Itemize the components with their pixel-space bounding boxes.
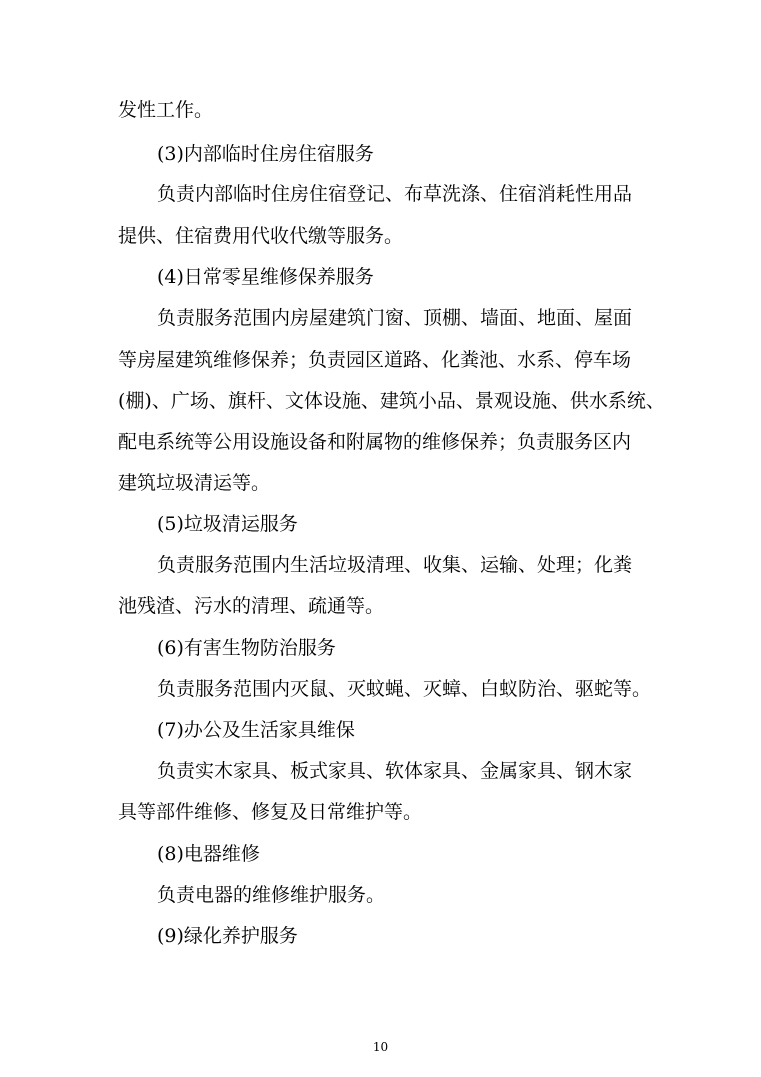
- text-line: 负责实木家具、板式家具、软体家具、金属家具、钢木家: [157, 760, 633, 782]
- text-line: 建筑垃圾清运等。: [118, 472, 271, 494]
- text-line: 池残渣、污水的清理、疏通等。: [118, 595, 385, 617]
- text-line: 负责服务范围内房屋建筑门窗、顶棚、墙面、地面、屋面: [157, 307, 633, 329]
- section-heading: (9)绿化养护服务: [157, 925, 298, 947]
- section-heading: (6)有害生物防治服务: [157, 637, 336, 659]
- text-line: 提供、住宿费用代收代缴等服务。: [118, 225, 404, 247]
- section-heading: (4)日常零星维修保养服务: [157, 266, 374, 288]
- section-heading: (8)电器维修: [157, 843, 260, 865]
- page-number: 10: [372, 1040, 389, 1054]
- section-heading: (3)内部临时住房住宿服务: [157, 143, 374, 165]
- section-heading: (5)垃圾清运服务: [157, 513, 298, 535]
- text-line: 负责服务范围内灭鼠、灭蚊蝇、灭蟑、白蚁防治、驱蛇等。: [157, 678, 652, 700]
- text-line: (棚)、广场、旗杆、文体设施、建筑小品、景观设施、供水系统、: [118, 390, 665, 412]
- text-line: 配电系统等公用设施设备和附属物的维修保养；负责服务区内: [118, 431, 632, 453]
- section-heading: (7)办公及生活家具维保: [157, 719, 355, 741]
- text-line: 负责电器的维修维护服务。: [157, 884, 386, 906]
- text-line: 具等部件维修、修复及日常维护等。: [118, 801, 423, 823]
- text-line: 负责内部临时住房住宿登记、布草洗涤、住宿消耗性用品: [157, 183, 633, 205]
- text-line: 负责服务范围内生活垃圾清理、收集、运输、处理；化粪: [157, 554, 633, 576]
- text-line: 等房屋建筑维修保养；负责园区道路、化粪池、水系、停车场: [118, 349, 632, 371]
- text-line: 发性工作。: [118, 99, 214, 121]
